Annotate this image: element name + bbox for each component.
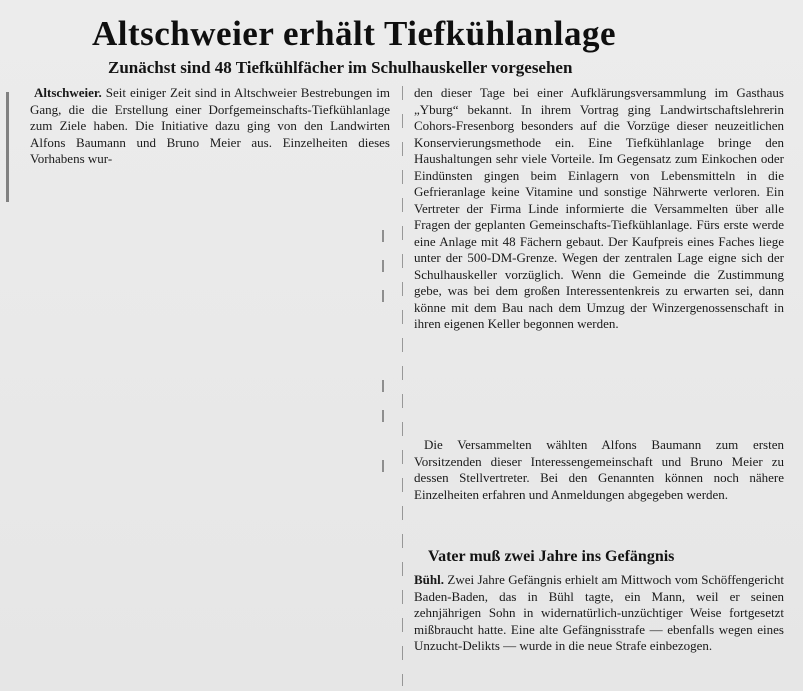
column-divider (402, 86, 403, 686)
right-column-paragraph-2: Die Versammelten wählten Alfons Baumann zum ersten Vorsitzenden dieser Interessengemeinschaft und Bruno Meier zu dessen Stellvertreter. Bei den Genannten können noch nähere Einzelheiten erfahren und Anmeldungen abgegeben werden. (414, 437, 784, 502)
left-column-text: Seit einiger Zeit sind in Altschweier Bestrebungen im Gang, die die Erstellung einer Dorfgemeinschafts-Tiefkühlanlage zum Ziele haben. Die Initiative dazu ging von den Landwirten Alfons Baumann und Bruno Meier aus. Einzelheiten dieses Vorhabens wur- (30, 85, 391, 166)
article-headline: Altschweier erhält Tiefkühlanlage (92, 14, 616, 53)
right-column-paragraph-1: den dieser Tage bei einer Aufklärungsversammlung im Gasthaus „Yburg“ bekannt. In ihrem Vortrag ging Landwirtschaftslehrerin Cohors-Fresenborg besonders auf die Vorzüge dieser neuzeitlichen Konservierungsmethode ein. Eine Tiefkühlanlage bringe den Haushaltungen sehr viele Vorteile. Im Gegensatz zum Einkochen oder Eindünsten gingen beim Einlagern von Lebensmitteln in die Gefrieranlage keine Vitamine und sonstige Nährwerte verloren. Ein Vertreter der Firma Linde informierte die Versammelten über alle Fragen der geplanten Gemeinschafts-Tiefkühlanlage. Fürs erste werde eine Anlage mit 48 Fächern gebaut. Der Kaufpreis eines Faches liege unter der 500-DM-Grenze. Wegen der zentralen Lage eigne sich der Schulhauskeller vorzüglich. Wenn die Gemeinde die Zustimmung gebe, was bei dem großen Interessentenkreis zu erwarten sei, dann könne mit dem Bau nach dem Umzug der Winzergenossenschaft in ihren eigenen Keller begonnen werden. (414, 85, 784, 331)
second-article-text: Zwei Jahre Gefängnis erhielt am Mittwoch vom Schöffengericht Baden-Baden, das in Bühl tagte, ein Mann, weil er seinen zehnjährigen Sohn in widernatürlich-unzüchtiger Weise fortgesetzt mißbraucht hatte. Eine alte Gefängnisstrafe — ebenfalls wegen eines Unzucht-Delikts — wurde in die neue Strafe einbezogen. (414, 572, 785, 653)
margin-mark (382, 230, 384, 242)
scan-edge-mark (6, 92, 9, 202)
margin-mark (382, 260, 384, 272)
margin-mark (382, 410, 384, 422)
margin-marks (380, 230, 390, 530)
margin-mark (382, 460, 384, 472)
article-subheadline: Zunächst sind 48 Tiefkühlfächer im Schulhauskeller vorgesehen (108, 58, 573, 77)
second-article-headline: Vater muß zwei Jahre ins Gefängnis (428, 548, 675, 565)
second-article-body (414, 572, 784, 655)
dateline: Altschweier. (34, 85, 102, 100)
left-column (30, 85, 390, 168)
margin-mark (382, 290, 384, 302)
second-dateline: Bühl. (414, 572, 444, 587)
margin-mark (382, 380, 384, 392)
